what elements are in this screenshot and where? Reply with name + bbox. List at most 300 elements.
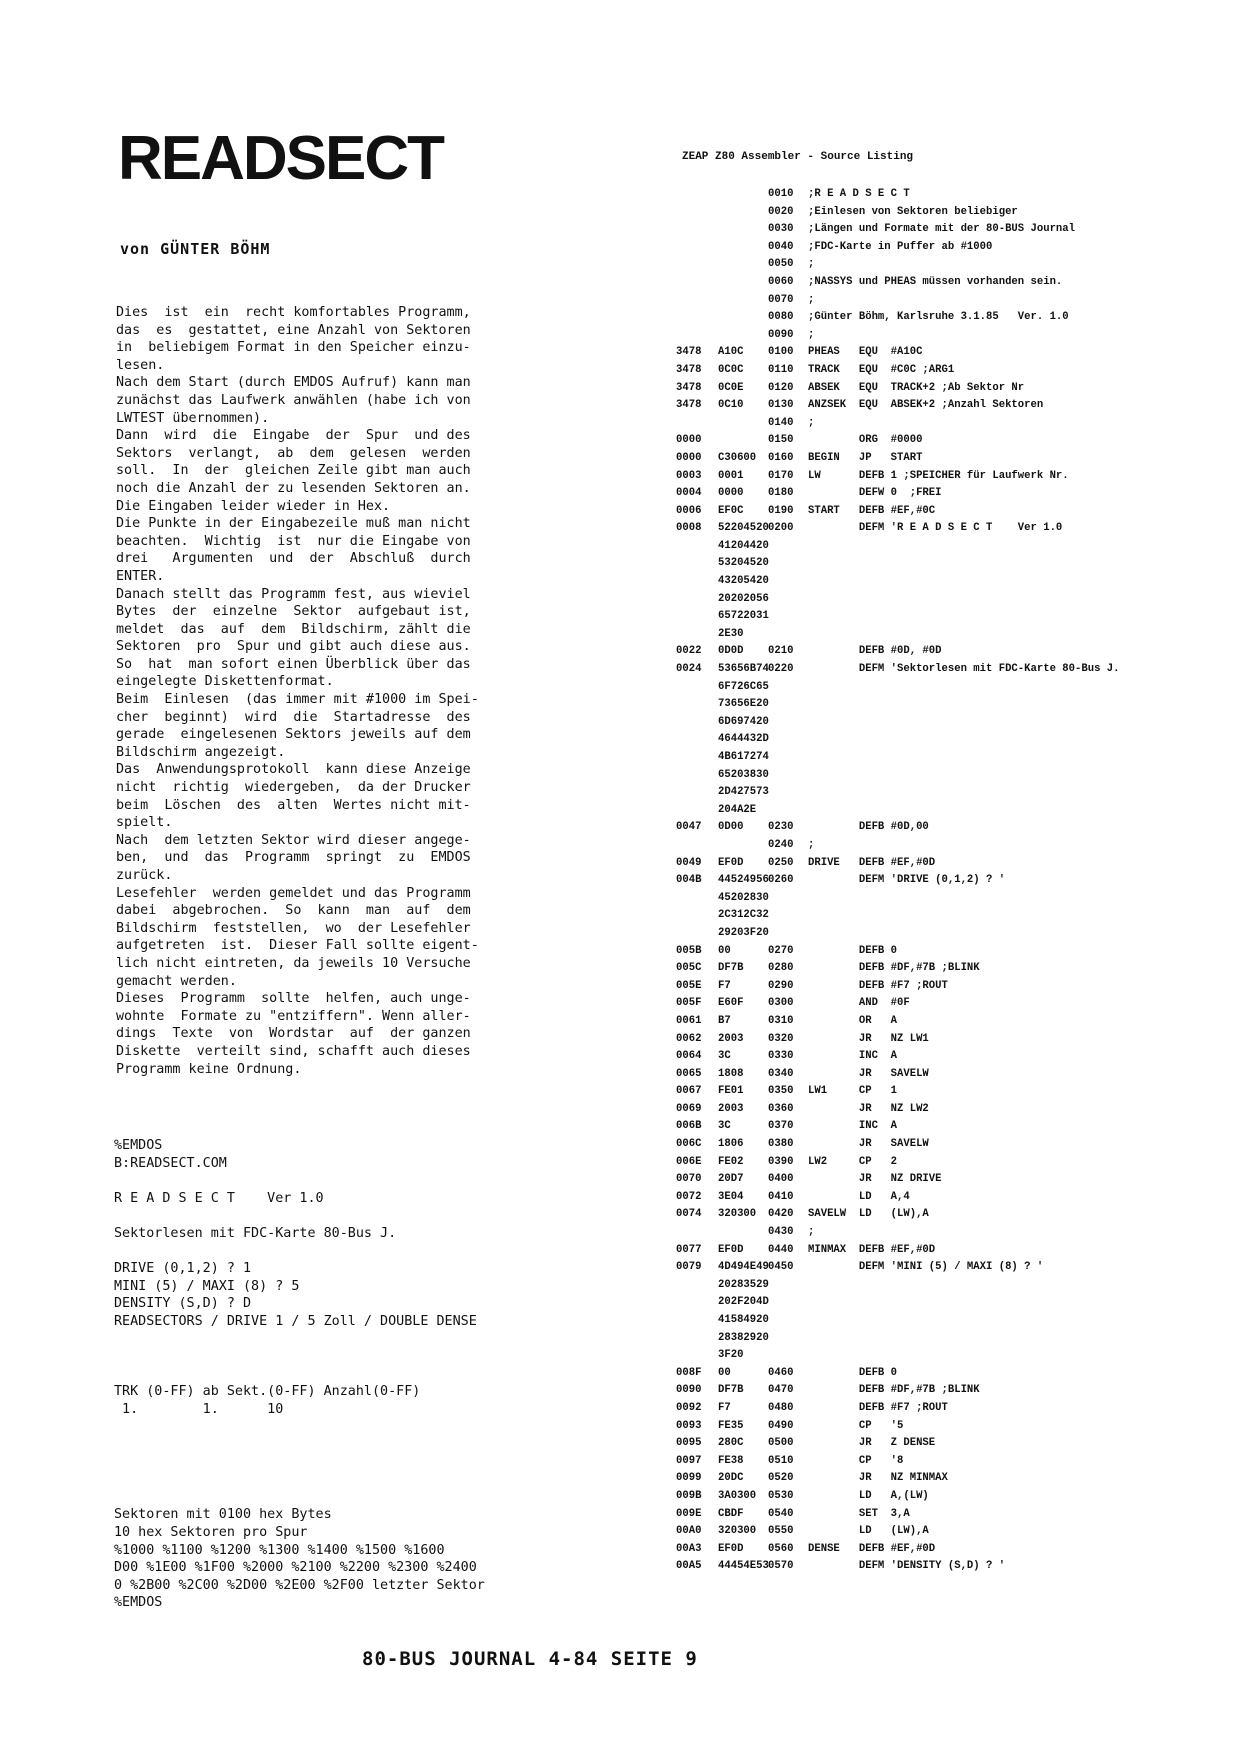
body-line: Die Eingaben leider wieder in Hex. xyxy=(116,498,391,514)
listing-source: DEFB #F7 ;ROUT xyxy=(808,979,948,992)
listing-line-number: 0230 xyxy=(768,821,794,834)
listing-address: 005B xyxy=(676,944,702,957)
article-title: READSECT xyxy=(118,124,444,193)
listing-object-code: 3C xyxy=(718,1120,731,1133)
listing-line-number: 0470 xyxy=(768,1384,794,1397)
listing-object-code: 65722031 xyxy=(718,610,769,623)
listing-object-code: 20DC xyxy=(718,1472,744,1485)
listing-address: 0067 xyxy=(676,1085,702,1098)
listing-line-number: 0480 xyxy=(768,1401,794,1414)
listing-object-code: 20D7 xyxy=(718,1173,744,1186)
listing-address: 0062 xyxy=(676,1032,702,1045)
session-line: 1. 1. 10 xyxy=(114,1401,284,1417)
listing-line-number: 0100 xyxy=(768,346,794,359)
listing-address: 005F xyxy=(676,997,702,1010)
listing-source: ;Längen und Formate mit der 80-BUS Journal xyxy=(808,223,1076,236)
listing-address: 0061 xyxy=(676,1014,702,1027)
listing-address: 3478 xyxy=(676,363,702,376)
session-line: Sektoren mit 0100 hex Bytes xyxy=(114,1507,332,1523)
body-line: Dieses Programm sollte helfen, auch unge- xyxy=(116,991,471,1007)
listing-source: DEFB #DF,#7B ;BLINK xyxy=(808,962,980,975)
listing-line-number: 0570 xyxy=(768,1560,794,1573)
listing-source: CP '5 xyxy=(808,1419,904,1432)
listing-line-number: 0330 xyxy=(768,1050,794,1063)
listing-object-code: 6F726C65 xyxy=(718,680,769,693)
listing-address: 006C xyxy=(676,1138,702,1151)
listing-line-number: 0490 xyxy=(768,1419,794,1432)
body-line: beim Löschen des alten Wertes nicht mit- xyxy=(116,797,471,813)
listing-object-code: 00 xyxy=(718,944,731,957)
listing-source: DEFW 0 ;FREI xyxy=(808,487,942,500)
listing-source: DEFM 'DENSITY (S,D) ? ' xyxy=(808,1560,1006,1573)
listing-source: DEFM 'DRIVE (0,1,2) ? ' xyxy=(808,874,1006,887)
listing-line-number: 0150 xyxy=(768,434,794,447)
listing-source: ; xyxy=(808,1226,815,1239)
listing-source: LD (LW),A xyxy=(808,1525,929,1538)
listing-object-code: CBDF xyxy=(718,1507,744,1520)
listing-address: 0065 xyxy=(676,1067,702,1080)
body-line: Danach stellt das Programm fest, aus wieviel xyxy=(116,586,471,602)
listing-line-number: 0430 xyxy=(768,1226,794,1239)
listing-source: SET 3,A xyxy=(808,1507,910,1520)
body-line: gemacht werden. xyxy=(116,973,237,989)
article-author: von GÜNTER BÖHM xyxy=(120,240,271,258)
listing-object-code: 20202056 xyxy=(718,592,769,605)
listing-object-code: 4D494E49 xyxy=(718,1261,769,1274)
session-line: READSECTORS / DRIVE 1 / 5 Zoll / DOUBLE DENSE xyxy=(114,1313,477,1329)
listing-address: 0006 xyxy=(676,504,702,517)
listing-line-number: 0450 xyxy=(768,1261,794,1274)
session-line: DENSITY (S,D) ? D xyxy=(114,1296,252,1312)
session-line: DRIVE (0,1,2) ? 1 xyxy=(114,1261,252,1277)
listing-source: SAVELW LD (LW),A xyxy=(808,1208,929,1221)
listing-line-number: 0340 xyxy=(768,1067,794,1080)
listing-object-code: 00 xyxy=(718,1366,731,1379)
listing-source: MINMAX DEFB #EF,#0D xyxy=(808,1243,936,1256)
listing-line-number: 0500 xyxy=(768,1437,794,1450)
listing-line-number: 0040 xyxy=(768,240,794,253)
body-line: Nach dem letzten Sektor wird dieser angege- xyxy=(116,832,471,848)
listing-source: DENSE DEFB #EF,#0D xyxy=(808,1542,936,1555)
listing-address: 006B xyxy=(676,1120,702,1133)
listing-object-code: E60F xyxy=(718,997,744,1010)
listing-line-number: 0540 xyxy=(768,1507,794,1520)
body-line: ben, und das Programm springt zu EMDOS xyxy=(116,850,471,866)
listing-object-code: DF7B xyxy=(718,962,744,975)
session-line xyxy=(114,1207,485,1225)
listing-line-number: 0560 xyxy=(768,1542,794,1555)
body-line: Sektoren pro Spur und gibt auch diese aus. xyxy=(116,639,471,655)
listing-object-code: 53204520 xyxy=(718,557,769,570)
listing-source: ;Günter Böhm, Karlsruhe 3.1.85 Ver. 1.0 xyxy=(808,311,1069,324)
listing-line-number: 0420 xyxy=(768,1208,794,1221)
listing-line-number: 0200 xyxy=(768,522,794,535)
listing-line-number: 0220 xyxy=(768,663,794,676)
body-line: eingelegte Diskettenformat. xyxy=(116,674,334,690)
listing-source: DEFM 'Sektorlesen mit FDC-Karte 80-Bus J. xyxy=(808,663,1120,676)
listing-line-number: 0400 xyxy=(768,1173,794,1186)
listing-line-number: 0060 xyxy=(768,275,794,288)
listing-object-code: FE38 xyxy=(718,1454,744,1467)
listing-line-number: 0380 xyxy=(768,1138,794,1151)
listing-object-code: 3F20 xyxy=(718,1349,744,1362)
listing-object-code: 6D697420 xyxy=(718,715,769,728)
listing-source: ; xyxy=(808,293,815,306)
listing-line-number: 0160 xyxy=(768,451,794,464)
listing-source: ANZSEK EQU ABSEK+2 ;Anzahl Sektoren xyxy=(808,399,1044,412)
listing-object-code: 0001 xyxy=(718,469,744,482)
session-line: 0 %2B00 %2C00 %2D00 %2E00 %2F00 letzter Sektor xyxy=(114,1577,485,1593)
listing-line-number: 0250 xyxy=(768,856,794,869)
listing-line-number: 0190 xyxy=(768,504,794,517)
page-footer: 80-BUS JOURNAL 4-84 SEITE 9 xyxy=(362,1648,698,1670)
listing-address: 0008 xyxy=(676,522,702,535)
session-line: D00 %1E00 %1F00 %2000 %2100 %2200 %2300 %2400 xyxy=(114,1560,477,1576)
body-line: zunächst das Laufwerk anwählen (habe ich von xyxy=(116,392,471,408)
listing-address: 0000 xyxy=(676,434,702,447)
listing-address: 0004 xyxy=(676,487,702,500)
body-line: lesen. xyxy=(116,357,165,373)
body-line: So hat man sofort einen Überblick über das xyxy=(116,656,471,672)
listing-source: DEFB #0D,00 xyxy=(808,821,929,834)
body-line: in beliebigem Format in den Speicher einzu- xyxy=(116,340,471,356)
listing-address: 0099 xyxy=(676,1472,702,1485)
listing-object-code: 2003 xyxy=(718,1102,744,1115)
listing-address: 0049 xyxy=(676,856,702,869)
session-line: %1000 %1100 %1200 %1300 %1400 %1500 %1600 xyxy=(114,1542,445,1558)
listing-object-code: B7 xyxy=(718,1014,731,1027)
body-line: Dann wird die Eingabe der Spur und des xyxy=(116,428,471,444)
listing-address: 0047 xyxy=(676,821,702,834)
session-line xyxy=(114,1331,485,1349)
listing-line-number: 0280 xyxy=(768,962,794,975)
listing-address: 0064 xyxy=(676,1050,702,1063)
listing-address: 0090 xyxy=(676,1384,702,1397)
article-body xyxy=(116,304,586,1078)
listing-object-code: 3E04 xyxy=(718,1190,744,1203)
listing-line-number: 0260 xyxy=(768,874,794,887)
listing-source: ; xyxy=(808,416,815,429)
session-line: MINI (5) / MAXI (8) ? 5 xyxy=(114,1278,300,1294)
listing-object-code: 4B617274 xyxy=(718,751,769,763)
listing-line-number: 0410 xyxy=(768,1190,794,1203)
listing-line-number: 0300 xyxy=(768,997,794,1010)
body-line: soll. In der gleichen Zeile gibt man auch xyxy=(116,463,471,479)
listing-address: 0072 xyxy=(676,1190,702,1203)
body-line: nicht richtig wiedergeben, da der Drucker xyxy=(116,780,471,796)
listing-address: 004B xyxy=(676,874,702,887)
listing-source: ORG #0000 xyxy=(808,434,923,447)
listing-address: 00A5 xyxy=(676,1560,702,1573)
listing-source: DEFB #F7 ;ROUT xyxy=(808,1401,948,1414)
listing-object-code: 29203F20 xyxy=(718,926,769,939)
body-line: ENTER. xyxy=(116,568,165,584)
body-line: Lesefehler werden gemeldet und das Programm xyxy=(116,885,471,901)
listing-source: LD A,4 xyxy=(808,1190,910,1203)
listing-object-code: EF0C xyxy=(718,504,744,517)
listing-source: DRIVE DEFB #EF,#0D xyxy=(808,856,936,869)
listing-object-code: EF0D xyxy=(718,1243,744,1256)
listing-object-code: EF0D xyxy=(718,1542,744,1555)
listing-source: JR SAVELW xyxy=(808,1138,929,1151)
listing-source: AND #0F xyxy=(808,997,910,1010)
listing-object-code: 0D0D xyxy=(718,645,744,658)
listing-source: ;Einlesen von Sektoren beliebiger xyxy=(808,205,1018,218)
listing-source: JR NZ MINMAX xyxy=(808,1472,948,1485)
listing-address: 006E xyxy=(676,1155,702,1168)
listing-address: 0095 xyxy=(676,1437,702,1450)
session-line xyxy=(114,1436,485,1454)
listing-line-number: 0310 xyxy=(768,1014,794,1027)
listing-object-code: 1808 xyxy=(718,1067,744,1080)
program-session-printout xyxy=(114,1137,485,1612)
listing-line-number: 0370 xyxy=(768,1120,794,1133)
listing-source: ;R E A D S E C T xyxy=(808,188,910,200)
listing-source: DEFM 'R E A D S E C T Ver 1.0 xyxy=(808,522,1063,535)
body-line: Das Anwendungsprotokoll kann diese Anzeige xyxy=(116,762,471,778)
listing-line-number: 0240 xyxy=(768,838,794,851)
listing-object-code: 43205420 xyxy=(718,575,769,588)
listing-address: 0079 xyxy=(676,1261,702,1274)
session-line xyxy=(114,1419,485,1437)
listing-object-code: 20283529 xyxy=(718,1278,769,1291)
listing-object-code: 2C312C32 xyxy=(718,909,769,922)
listing-object-code: 45202830 xyxy=(718,891,769,904)
listing-object-code: 204A2E xyxy=(718,803,757,816)
listing-source: JR NZ LW1 xyxy=(808,1032,929,1045)
listing-address: 3478 xyxy=(676,381,702,394)
listing-object-code: 3C xyxy=(718,1050,731,1063)
listing-source: BEGIN JP START xyxy=(808,451,923,464)
listing-address: 009E xyxy=(676,1507,702,1520)
session-line xyxy=(114,1471,485,1489)
body-line: Dies ist ein recht komfortables Programm, xyxy=(116,305,471,320)
listing-address: 0070 xyxy=(676,1173,702,1186)
body-line: zurück. xyxy=(116,868,173,883)
listing-line-number: 0510 xyxy=(768,1454,794,1467)
body-line: wohnte Formate zu "entziffern". Wenn aller- xyxy=(116,1008,471,1024)
listing-source: JR SAVELW xyxy=(808,1067,929,1080)
body-line: dings Texte von Wordstar auf der ganzen xyxy=(116,1026,471,1042)
listing-line-number: 0070 xyxy=(768,293,794,306)
listing-line-number: 0180 xyxy=(768,487,794,500)
listing-object-code: 0D00 xyxy=(718,821,744,834)
body-line: spielt. xyxy=(116,815,173,831)
body-line: cher beginnt) wird die Startadresse des xyxy=(116,709,471,725)
listing-line-number: 0270 xyxy=(768,944,794,957)
body-line: noch die Anzahl der zu lesenden Sektoren an. xyxy=(116,480,471,496)
listing-object-code: F7 xyxy=(718,1401,731,1414)
listing-address: 008F xyxy=(676,1366,702,1379)
listing-line-number: 0140 xyxy=(768,416,794,429)
listing-line-number: 0290 xyxy=(768,979,794,992)
listing-address: 00A0 xyxy=(676,1525,702,1538)
listing-object-code: FE02 xyxy=(718,1155,744,1168)
listing-source: JR NZ DRIVE xyxy=(808,1173,942,1186)
body-line: Die Punkte in der Eingabezeile muß man nicht xyxy=(116,516,471,532)
listing-object-code: 3A0300 xyxy=(718,1489,757,1502)
listing-address: 005C xyxy=(676,962,702,975)
listing-source: LW1 CP 1 xyxy=(808,1085,898,1098)
body-line: lich nicht eintreten, da jeweils 10 Versuche xyxy=(116,955,471,971)
listing-object-code: 52204520 xyxy=(718,522,769,535)
listing-address: 0003 xyxy=(676,469,702,482)
body-line: LWTEST übernommen). xyxy=(116,410,270,426)
listing-source: DEFB 0 xyxy=(808,1366,898,1379)
listing-object-code: 44524956 xyxy=(718,874,769,887)
listing-source: ; xyxy=(808,328,815,341)
listing-object-code: 4644432D xyxy=(718,733,769,746)
session-line: TRK (0-FF) ab Sekt.(0-FF) Anzahl(0-FF) xyxy=(114,1384,421,1400)
listing-source: LW DEFB 1 ;SPEICHER für Laufwerk Nr. xyxy=(808,469,1069,482)
listing-object-code: 2E30 xyxy=(718,627,744,640)
listing-line-number: 0080 xyxy=(768,311,794,324)
listing-address: 0074 xyxy=(676,1208,702,1221)
listing-line-number: 0090 xyxy=(768,328,794,341)
listing-source: DEFB #0D, #0D xyxy=(808,645,942,658)
listing-source: INC A xyxy=(808,1050,898,1063)
listing-source: LW2 CP 2 xyxy=(808,1155,898,1168)
listing-line-number: 0030 xyxy=(768,223,794,236)
listing-address: 009B xyxy=(676,1489,702,1502)
listing-source: DEFM 'MINI (5) / MAXI (8) ? ' xyxy=(808,1261,1044,1274)
body-line: Bildschirm feststellen, wo der Lesefehler xyxy=(116,920,471,936)
listing-source: ; xyxy=(808,838,815,851)
listing-line-number: 0360 xyxy=(768,1102,794,1115)
listing-object-code: 320300 xyxy=(718,1208,757,1221)
body-line: dabei abgebrochen. So kann man auf dem xyxy=(116,903,471,919)
listing-object-code: FE01 xyxy=(718,1085,744,1098)
listing-line-number: 0210 xyxy=(768,645,794,658)
body-line: drei Argumenten und der Abschluß durch xyxy=(116,551,471,567)
listing-address: 3478 xyxy=(676,399,702,412)
body-line: gerade eingelesenen Sektors jeweils auf dem xyxy=(116,727,471,743)
session-line: %EMDOS xyxy=(114,1138,163,1153)
body-line: Bytes der einzelne Sektor aufgebaut ist, xyxy=(116,604,471,620)
body-line: Beim Einlesen (das immer mit #1000 im Spei- xyxy=(116,692,479,708)
listing-object-code: 0C10 xyxy=(718,399,744,412)
body-line: meldet das auf dem Bildschirm, zählt die xyxy=(116,621,471,637)
listing-source: CP '8 xyxy=(808,1454,904,1467)
listing-object-code: A10C xyxy=(718,346,744,359)
listing-object-code: 44454E53 xyxy=(718,1560,769,1573)
session-line xyxy=(114,1348,485,1366)
listing-address: 0069 xyxy=(676,1102,702,1115)
listing-source: TRACK EQU #C0C ;ARG1 xyxy=(808,363,955,376)
listing-line-number: 0530 xyxy=(768,1489,794,1502)
listing-source: JR NZ LW2 xyxy=(808,1102,929,1115)
listing-object-code: 0000 xyxy=(718,487,744,500)
session-line: R E A D S E C T Ver 1.0 xyxy=(114,1190,324,1206)
listing-source: OR A xyxy=(808,1014,898,1027)
listing-address: 0077 xyxy=(676,1243,702,1256)
session-line: B:READSECT.COM xyxy=(114,1155,227,1171)
listing-object-code: 280C xyxy=(718,1437,744,1450)
listing-source: JR Z DENSE xyxy=(808,1437,936,1450)
body-line: Sektors verlangt, ab dem gelesen werden xyxy=(116,445,471,461)
listing-object-code: F7 xyxy=(718,979,731,992)
listing-object-code: 41204420 xyxy=(718,539,769,552)
listing-line-number: 0110 xyxy=(768,363,794,376)
listing-line-number: 0020 xyxy=(768,205,794,218)
listing-line-number: 0460 xyxy=(768,1366,794,1379)
listing-source: ; xyxy=(808,258,815,271)
listing-line-number: 0010 xyxy=(768,188,794,200)
listing-address: 0097 xyxy=(676,1454,702,1467)
listing-object-code: FE35 xyxy=(718,1419,744,1432)
session-line xyxy=(114,1172,485,1190)
listing-object-code: 73656E20 xyxy=(718,698,769,711)
listing-source: ;FDC-Karte in Puffer ab #1000 xyxy=(808,240,993,253)
listing-line-number: 0440 xyxy=(768,1243,794,1256)
listing-address: 0092 xyxy=(676,1401,702,1414)
listing-object-code: 2D427573 xyxy=(718,786,769,799)
listing-object-code: 41584920 xyxy=(718,1314,769,1326)
listing-line-number: 0170 xyxy=(768,469,794,482)
listing-line-number: 0050 xyxy=(768,258,794,271)
session-line: 10 hex Sektoren pro Spur xyxy=(114,1525,308,1541)
listing-source: INC A xyxy=(808,1120,898,1133)
listing-object-code: 0C0C xyxy=(718,363,744,376)
listing-line-number: 0130 xyxy=(768,399,794,412)
listing-header: ZEAP Z80 Assembler - Source Listing xyxy=(682,151,914,163)
listing-address: 00A3 xyxy=(676,1542,702,1555)
listing-source: ABSEK EQU TRACK+2 ;Ab Sektor Nr xyxy=(808,381,1025,394)
listing-object-code: C30600 xyxy=(718,451,757,464)
session-line: %EMDOS xyxy=(114,1595,163,1611)
body-line: beachten. Wichtig ist nur die Eingabe von xyxy=(116,533,471,549)
listing-source: START DEFB #EF,#0C xyxy=(808,504,936,517)
session-line: Sektorlesen mit FDC-Karte 80-Bus J. xyxy=(114,1225,397,1241)
session-line xyxy=(114,1454,485,1472)
listing-source: LD A,(LW) xyxy=(808,1489,929,1502)
listing-object-code: 53656B74 xyxy=(718,663,769,676)
listing-address: 3478 xyxy=(676,346,702,359)
listing-address: 0022 xyxy=(676,645,702,658)
session-line xyxy=(114,1243,485,1261)
listing-object-code: 65203830 xyxy=(718,768,769,781)
listing-address: 0024 xyxy=(676,663,702,676)
listing-address: 0093 xyxy=(676,1419,702,1432)
listing-object-code: 202F204D xyxy=(718,1296,769,1309)
body-line: Diskette verteilt sind, schafft auch dieses xyxy=(116,1043,471,1059)
listing-object-code: 0C0E xyxy=(718,381,744,394)
listing-object-code: 2003 xyxy=(718,1032,744,1045)
listing-line-number: 0350 xyxy=(768,1085,794,1098)
listing-address: 0000 xyxy=(676,451,702,464)
listing-address: 005E xyxy=(676,979,702,992)
listing-line-number: 0550 xyxy=(768,1525,794,1538)
listing-object-code: 320300 xyxy=(718,1525,757,1538)
listing-line-number: 0520 xyxy=(768,1472,794,1485)
listing-source: DEFB 0 xyxy=(808,944,898,957)
body-line: Bildschirm angezeigt. xyxy=(116,744,286,760)
listing-object-code: EF0D xyxy=(718,856,744,869)
listing-object-code: 1806 xyxy=(718,1138,744,1151)
session-line xyxy=(114,1366,485,1384)
listing-source: ;NASSYS und PHEAS müssen vorhanden sein. xyxy=(808,275,1063,288)
session-line xyxy=(114,1489,485,1507)
body-line: Programm keine Ordnung. xyxy=(116,1061,302,1077)
body-line: aufgetreten ist. Dieser Fall sollte eigent- xyxy=(116,938,479,954)
listing-line-number: 0120 xyxy=(768,381,794,394)
listing-object-code: 28382920 xyxy=(718,1331,769,1344)
listing-object-code: DF7B xyxy=(718,1384,744,1397)
listing-source: DEFB #DF,#7B ;BLINK xyxy=(808,1384,980,1397)
listing-line-number: 0390 xyxy=(768,1155,794,1168)
body-line: das es gestattet, eine Anzahl von Sektoren xyxy=(116,322,471,338)
listing-source: PHEAS EQU #A10C xyxy=(808,346,923,359)
